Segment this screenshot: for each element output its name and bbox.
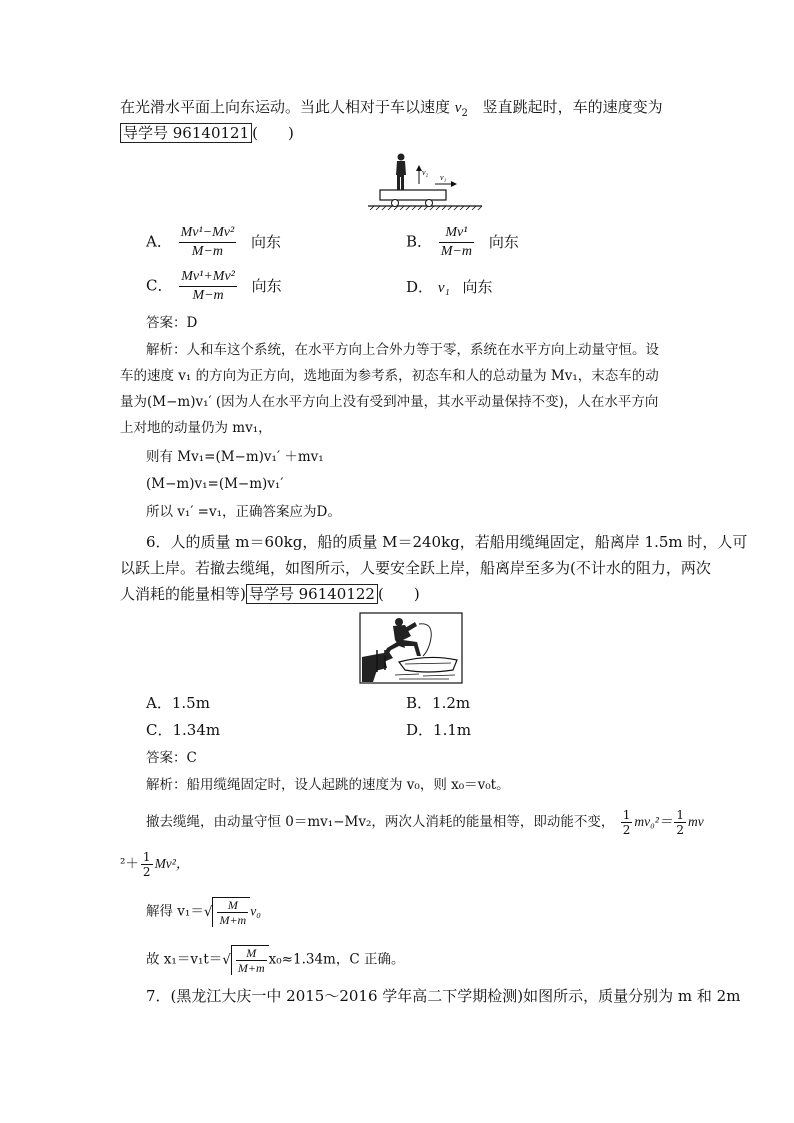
person-silhouette: [396, 154, 406, 191]
option-c-fraction: $\frac{\text{Mv¹+Mv²}}{M-m}$: [181, 269, 235, 303]
q6-solve-line1: 解得 v₁＝√ $\frac{M}{M+m}$ v₀: [146, 898, 261, 927]
q6-stem-line2: 以跃上岸。若撤去缆绳，如图所示，人要安全跃上岸，船离岸至多为(不计水的阻力，两次: [120, 559, 711, 577]
q6-explanation-line2: 撤去缆绳，由动量守恒 0＝mv₁−Mv₂，两次人消耗的能量相等，即动能不变， $\frac{1}{2}$ mv₀²＝ $\frac{1}{2}$ mv: [146, 808, 704, 837]
v2-label: v₂: [422, 168, 429, 177]
sqrt-expression-2: √ $\frac{M}{M+m}$: [222, 945, 268, 975]
cart-wheel-left: [392, 200, 399, 207]
v2-subscript: 2: [461, 108, 468, 119]
q6-answer-paren: ( ): [377, 585, 420, 603]
ground-hatch: [370, 206, 482, 210]
q5-option-b[interactable]: B． $\frac{\text{Mv¹}}{M-m}$ 向东: [406, 225, 519, 259]
v1-arrowhead: [451, 181, 457, 187]
q5-stem-line1: [120, 97, 663, 124]
option-a-fraction: $\frac{\text{Mv¹−Mv²}}{M-m}$: [180, 225, 235, 259]
answer-value: D: [186, 315, 198, 331]
q6-explanation-line1: 解析：船用缆绳固定时，设人起跳的速度为 v₀，则 x₀＝v₀t。: [146, 777, 510, 793]
q5-explanation-line4: 上对地的动量仍为 mv₁，: [120, 420, 272, 436]
q5-document-number[interactable]: 导学号 96140121: [120, 123, 252, 143]
q5-equation-2: (M−m)v₁=(M−m)v₁′: [146, 476, 284, 492]
q6-stem-line3: 人消耗的能量相等) 导学号 96140122 ( ): [120, 585, 420, 603]
boat-hull: [399, 657, 457, 672]
half-fraction-2: $\frac{1}{2}$: [676, 808, 684, 837]
q5-explanation-line3: 量为(M−m)v₁′ (因为人在水平方向上没有受到冲量，其水平动量保持不变)，人在水平方向: [120, 394, 659, 410]
q5-docno-line: [120, 123, 294, 143]
cart-body: [380, 190, 446, 200]
cart-wheel-right: [426, 200, 433, 207]
person-on-cart-figure: [365, 148, 485, 218]
q5-option-c[interactable]: C． $\frac{\text{Mv¹+Mv²}}{M-m}$ 向东: [146, 269, 282, 303]
q6-option-d[interactable]: D．1.1m: [406, 721, 472, 739]
q6-document-number[interactable]: 导学号 96140122: [246, 584, 378, 604]
q5-equation-1: 则有 Mv₁=(M−m)v₁′ ＋mv₁: [146, 449, 324, 465]
half-fraction-3: $\frac{1}{2}$: [142, 850, 151, 879]
answer-label: 答案：: [146, 315, 187, 331]
q6-stem-line1: 6．人的质量 m＝60kg，船的质量 M＝240kg，若船用缆绳固定，船离岸 1.5m 时，人可: [146, 533, 748, 551]
man-jumping-boat-figure: [359, 612, 463, 684]
q6-option-c[interactable]: C．1.34m: [146, 721, 221, 739]
q6-explanation-line3: ²＋ $\frac{1}{2}$ Mv²，: [120, 850, 190, 879]
q5-explanation-line2: 车的速度 v₁ 的方向为正方向，选地面为参考系，初态车和人的总动量为 Mv₁，末态车的动: [120, 368, 659, 384]
q5-stem-tail: 竖直跳起时，车的速度变为: [482, 98, 663, 116]
v2-symbol: v: [454, 100, 462, 116]
q5-answer-paren: ( ): [252, 124, 294, 142]
q6-option-b[interactable]: B．1.2m: [406, 694, 471, 712]
q5-option-d[interactable]: D． v₁ 向东: [406, 278, 493, 296]
option-b-fraction: $\frac{\text{Mv¹}}{M-m}$: [440, 225, 473, 259]
q5-stem-text: 在光滑水平面上向东运动。当此人相对于车以速度: [120, 98, 451, 116]
q6-answer: 答案：C: [146, 750, 197, 766]
q7-stem-line1: 7．(黑龙江大庆一中 2015～2016 学年高二下学期检测)如图所示，质量分别为 m 和 2m: [146, 987, 741, 1005]
q6-option-a[interactable]: A．1.5m: [146, 694, 210, 712]
q6-solve-line2: 故 x₁＝v₁t＝√ $\frac{M}{M+m}$ x₀≈1.34m，C 正确。: [146, 946, 405, 975]
sqrt-expression: √ $\frac{M}{M+m}$: [204, 897, 250, 927]
v1-label: v₁: [440, 173, 447, 182]
q5-equation-3: 所以 v₁′ =v₁，正确答案应为D。: [146, 504, 341, 520]
q5-explanation-line1: 解析：人和车这个系统，在水平方向上合外力等于零，系统在水平方向上动量守恒。设: [146, 342, 659, 358]
q5-option-a[interactable]: A． $\frac{\text{Mv¹−Mv²}}{M-m}$ 向东: [146, 225, 282, 259]
half-fraction: $\frac{1}{2}$: [622, 808, 631, 837]
q5-answer: [146, 313, 197, 333]
